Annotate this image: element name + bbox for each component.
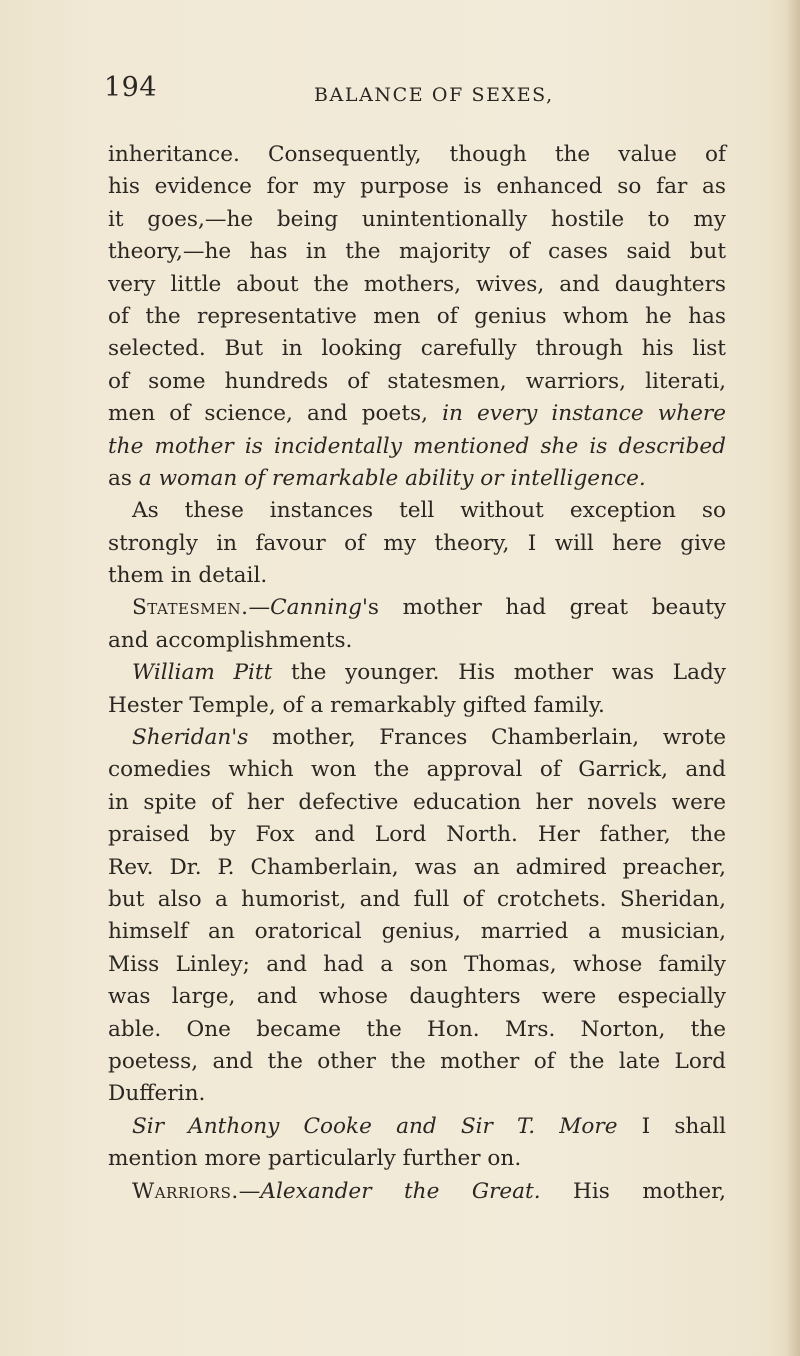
text-line: in spite of her defective education her novels were — [108, 789, 726, 815]
page-edge-shadow — [786, 0, 800, 1356]
text-line: Sir Anthony Cooke and Sir T. More I shall — [132, 1113, 727, 1139]
text-line: men of science, and poets, in every instance where — [108, 401, 726, 427]
text-line: himself an oratorical genius, married a musician, — [108, 919, 726, 945]
page-header — [0, 72, 800, 112]
body-text — [108, 139, 726, 1208]
text-line: it goes,—he being unintentionally hostile to my — [108, 206, 726, 232]
text-line: Dufferin. — [108, 1081, 206, 1107]
text-line: Miss Linley; and had a son Thomas, whose family — [108, 951, 726, 977]
text-line: As these instances tell without exception so — [132, 498, 726, 524]
text-line: theory,—he has in the majority of cases said but — [108, 239, 726, 265]
text-line: but also a humorist, and full of crotchets. Sheridan, — [108, 886, 726, 912]
text-line: strongly in favour of my theory, I will here give — [108, 530, 726, 556]
italic-emphasis: Canning — [270, 595, 362, 621]
text-line: praised by Fox and Lord North. Her father, the — [108, 822, 726, 848]
text-line: Statesmen.—Canning's mother had great beauty — [132, 595, 726, 621]
text-line: very little about the mothers, wives, and daughters — [108, 271, 726, 297]
text-line: Hester Temple, of a remarkably gifted family. — [108, 692, 605, 718]
page-number: 194 — [104, 72, 158, 103]
italic-emphasis: in every instance where — [442, 401, 726, 427]
text-line: comedies which won the approval of Garrick, and — [108, 757, 726, 783]
text-line: poetess, and the other the mother of the late Lord — [108, 1048, 726, 1074]
running-head: BALANCE OF SEXES, — [314, 84, 554, 106]
small-caps-heading: Warriors. — [132, 1178, 239, 1204]
text-line: and accomplishments. — [108, 627, 353, 653]
italic-emphasis: Alexander the Great. — [260, 1178, 541, 1204]
text-line: of the representative men of genius whom he has — [108, 303, 726, 329]
text-line: William Pitt the younger. His mother was Lady — [132, 660, 726, 686]
italic-emphasis: Sheridan's — [132, 725, 249, 751]
text-line: as a woman of remarkable ability or intelligence. — [108, 465, 646, 491]
text-line: inheritance. Consequently, though the value of — [108, 142, 726, 167]
text-line: his evidence for my purpose is enhanced so far as — [108, 174, 726, 200]
text-line: them in detail. — [108, 563, 268, 589]
italic-emphasis: the mother is incidentally mentioned she is described — [108, 433, 726, 459]
text-line: of some hundreds of statesmen, warriors, literati, — [108, 368, 726, 394]
text-line: able. One became the Hon. Mrs. Norton, the — [108, 1016, 726, 1042]
text-line — [108, 431, 726, 463]
italic-emphasis: a woman of remarkable ability or intelligence. — [138, 465, 646, 491]
italic-emphasis: William Pitt — [132, 660, 273, 686]
text-line: Warriors.—Alexander the Great. His mother, — [132, 1178, 726, 1204]
text-line: was large, and whose daughters were especially — [108, 984, 726, 1010]
italic-emphasis: Sir Anthony Cooke and Sir T. More — [132, 1113, 618, 1139]
small-caps-heading: Statesmen. — [132, 595, 249, 621]
text-line: Sheridan's mother, Frances Chamberlain, wrote — [132, 725, 726, 751]
text-line: selected. But in looking carefully through his list — [108, 336, 726, 362]
text-line: mention more particularly further on. — [108, 1146, 522, 1172]
text-line: Rev. Dr. P. Chamberlain, was an admired preacher, — [108, 854, 726, 880]
